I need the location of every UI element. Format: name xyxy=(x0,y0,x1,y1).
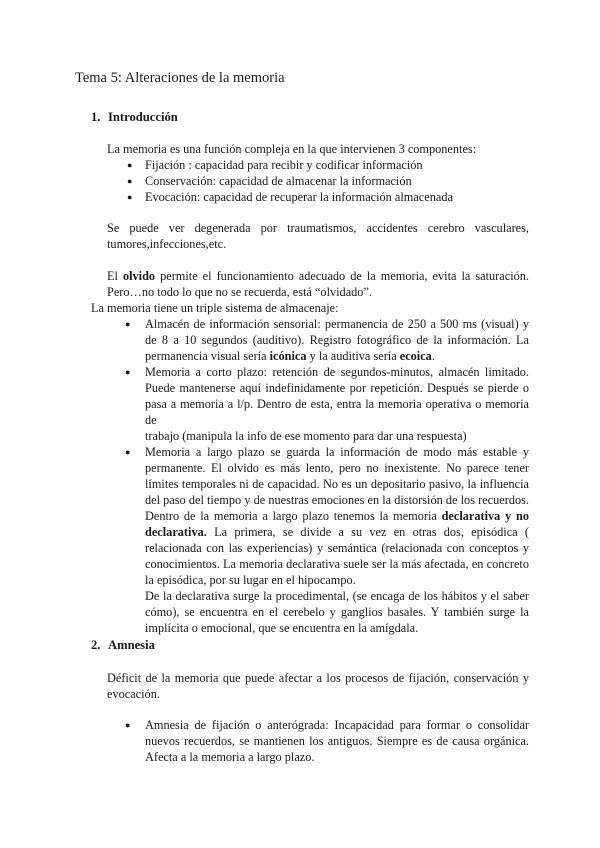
triple-system-lead: La memoria tiene un triple sistema de almacenaje: xyxy=(91,301,339,315)
list-item-largo-plazo: ● Memoria a largo plazo se guarda la información de modo más estable y permanente. El olvido es más lento, pero no inexistente. No parece tener límites temporales ni de capacidad. No es un depositario pasivo, la influencia del paso del tiempo y de nuestras emociones en la distorsión de los recuerdos. Dentro de la memoria a largo plazo tenemos la memoria declarativa y no declarativa. La primera, se divide a su vez en otras dos, episódica ( relacionada con las experiencias) y semántica (relacionada con conceptos y conocimientos. La memoria declarativa suele ser la más afectada, en concreto la episódica, por su lugar en el hipocampo. De la declarativa surge la procedimental, (se encaga de los hábitos y el saber cómo), se encuentra en el cerebelo y ganglios basales. Y también surge la implícita o emocional, que se encuentra en la amígdala. xyxy=(125,445,529,635)
intro-lead: La memoria es una función compleja en la que intervienen 3 componentes: xyxy=(107,142,477,156)
list-item-sensorial: ● Almacén de información sensorial: permanencia de 250 a 500 ms (visual) y de 8 a 10 segundos (auditivo). Registro fotográfico de la información. La permanencia visual sería icónica y la auditiva sería ecoica. xyxy=(125,317,529,363)
document-title: Tema 5: Alteraciones de la memoria xyxy=(75,70,285,86)
list-item-amnesia-fijacion: ● Amnesia de fijación o anterógrada: Incapacidad para formar o consolidar nuevos recuerdos, se mantienen los antiguos. Siempre es de causa orgánica. Afecta a la memoria a largo plazo. xyxy=(125,718,529,764)
list-item: ● Fijación : capacidad para recibir y codificar información xyxy=(127,158,423,172)
section-title: Introducción xyxy=(108,110,178,124)
degeneration-paragraph: Se puede ver degenerada por traumatismos, accidentes cerebro vasculares, tumores,infecciones,etc. xyxy=(107,221,529,251)
bullet-icon: ● xyxy=(127,160,133,170)
section-number: 1. xyxy=(91,110,101,124)
amnesia-types-list xyxy=(123,717,529,765)
bullet-icon: ● xyxy=(127,176,133,186)
section-number: 2. xyxy=(91,638,101,652)
bullet-icon: ● xyxy=(127,192,133,202)
section-heading-introduccion xyxy=(91,110,178,125)
bullet-icon: ● xyxy=(125,720,131,730)
list-item: ● Conservación: capacidad de almacenar la información xyxy=(127,174,412,188)
bullet-icon: ● xyxy=(125,367,131,377)
section-title: Amnesia xyxy=(108,638,155,652)
olvido-paragraph: El olvido permite el funcionamiento adecuado de la memoria, evita la saturación. Pero…no todo lo que no se recuerda, está “olvidado”. xyxy=(107,269,529,299)
olvido-term: olvido xyxy=(122,269,156,283)
components-list xyxy=(107,157,529,205)
bullet-icon: ● xyxy=(125,447,131,457)
list-item-corto-plazo: ● Memoria a corto plazo: retención de segundos-minutos, almacén limitado. Puede mantenerse aquí indefinidamente por repetición. Después se pierde o pasa a memoria a l/p. Dentro de esta, entra la memoria operativa o memoria de trabajo (manipula la info de ese momento para dar una respuesta) xyxy=(125,365,529,443)
bullet-icon: ● xyxy=(125,319,131,329)
list-item: ● Evocación: capacidad de recuperar la información almacenada xyxy=(127,190,453,204)
storage-systems-list xyxy=(123,316,529,636)
section-heading-amnesia xyxy=(91,638,155,653)
amnesia-definition: Déficit de la memoria que puede afectar a los procesos de fijación, conservación y evocación. xyxy=(107,671,529,701)
